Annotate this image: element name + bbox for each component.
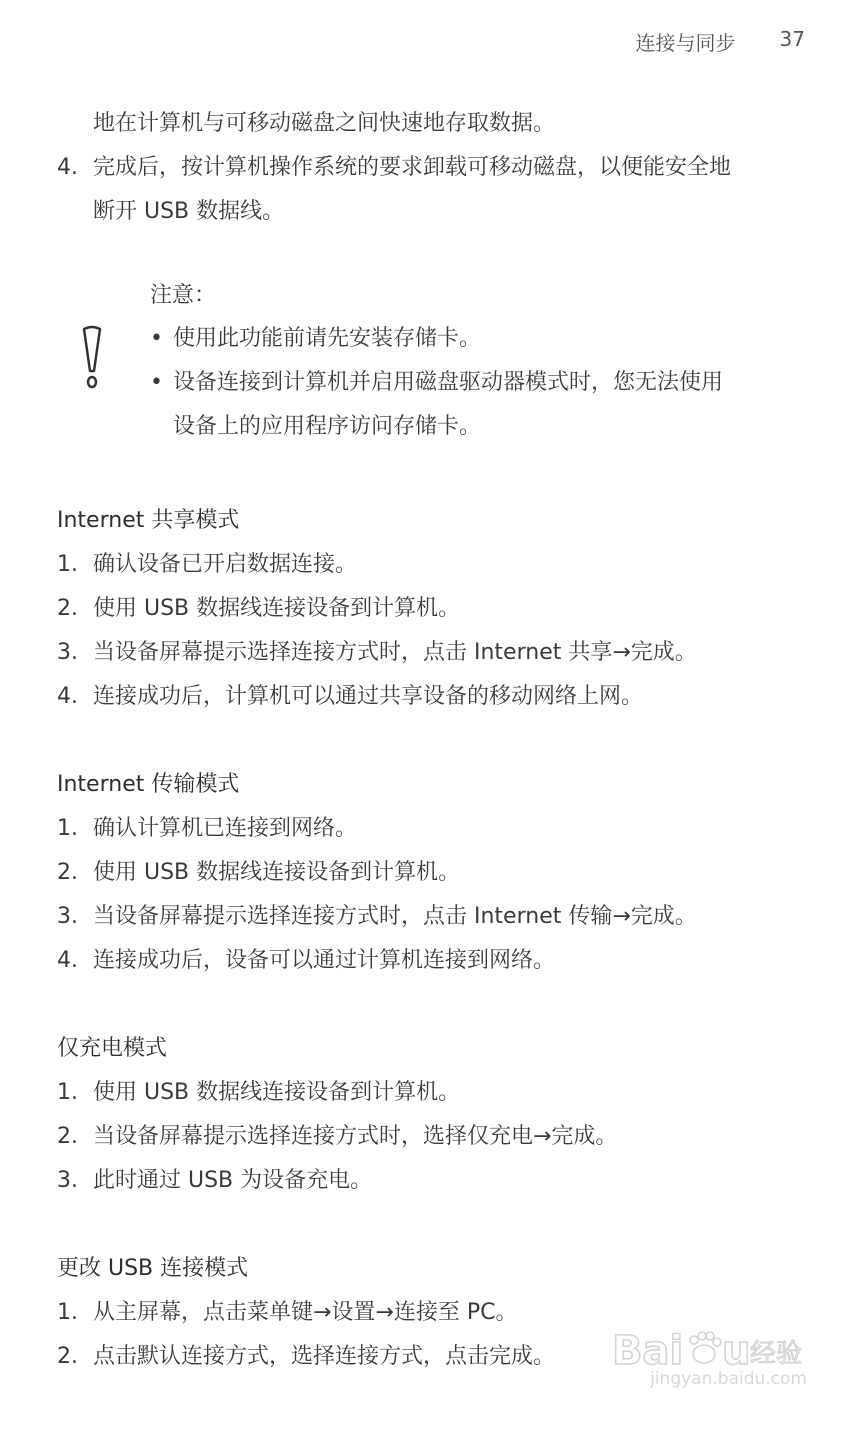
step-number: 1.: [57, 1080, 78, 1105]
watermark-url: jingyan.baidu.com: [650, 1369, 807, 1389]
step-text: 此时通过 USB 为设备充电。: [93, 1168, 373, 1193]
exclamation-icon: [80, 325, 104, 391]
bullet-dot: •: [150, 326, 163, 351]
step-text: 连接成功后，计算机可以通过共享设备的移动网络上网。: [93, 684, 644, 709]
step-number: 3.: [57, 640, 78, 665]
step-number: 1.: [57, 816, 78, 841]
step-text: 点击默认连接方式，选择连接方式，点击完成。: [93, 1344, 556, 1369]
step-number: 4.: [57, 684, 78, 709]
step-text: 当设备屏幕提示选择连接方式时，点击 Internet 传输→完成。: [93, 904, 697, 929]
step-number: 4.: [57, 948, 78, 973]
heading-text: 仅充电模式: [57, 1036, 168, 1061]
step-text: 使用 USB 数据线连接设备到计算机。: [93, 1080, 461, 1105]
note-text: 设备连接到计算机并启用磁盘驱动器模式时，您无法使用: [173, 370, 724, 395]
step-number: 2.: [57, 596, 78, 621]
note-text: 使用此功能前请先安装存储卡。: [173, 326, 482, 351]
section-title: 连接与同步: [635, 31, 736, 55]
step-text: 断开 USB 数据线。: [93, 199, 285, 224]
step-text: 确认计算机已连接到网络。: [93, 816, 358, 841]
step-text: 地在计算机与可移动磁盘之间快速地存取数据。: [93, 111, 556, 136]
svg-text:Bai: Bai: [612, 1328, 684, 1374]
step-number: 1.: [57, 1300, 78, 1325]
step-number: 2.: [57, 1344, 78, 1369]
svg-text:u: u: [722, 1328, 751, 1374]
step-text: 当设备屏幕提示选择连接方式时，点击 Internet 共享→完成。: [93, 640, 697, 665]
heading-text: Internet 传输模式: [57, 772, 240, 797]
step-text: 完成后，按计算机操作系统的要求卸载可移动磁盘，以便能安全地: [93, 155, 732, 180]
step-text: 从主屏幕，点击菜单键→设置→连接至 PC。: [93, 1300, 518, 1325]
step-text: 使用 USB 数据线连接设备到计算机。: [93, 860, 461, 885]
step-text: 连接成功后，设备可以通过计算机连接到网络。: [93, 948, 556, 973]
step-number: 4.: [57, 155, 78, 180]
step-number: 2.: [57, 1124, 78, 1149]
note-title: 注意：: [150, 283, 217, 308]
step-number: 1.: [57, 552, 78, 577]
note-text: 设备上的应用程序访问存储卡。: [173, 414, 482, 439]
step-number: 2.: [57, 860, 78, 885]
page-header: [636, 27, 805, 56]
heading-text: 更改 USB 连接模式: [57, 1256, 249, 1281]
step-text: 确认设备已开启数据连接。: [93, 552, 358, 577]
step-text: 使用 USB 数据线连接设备到计算机。: [93, 596, 461, 621]
step-text: 当设备屏幕提示选择连接方式时，选择仅充电→完成。: [93, 1124, 618, 1149]
step-number: 3.: [57, 904, 78, 929]
heading-text: Internet 共享模式: [57, 508, 240, 533]
page-number: 37: [779, 27, 805, 51]
bullet-dot: •: [150, 370, 163, 395]
svg-text:经验: 经验: [750, 1339, 803, 1369]
step-number: 3.: [57, 1168, 78, 1193]
